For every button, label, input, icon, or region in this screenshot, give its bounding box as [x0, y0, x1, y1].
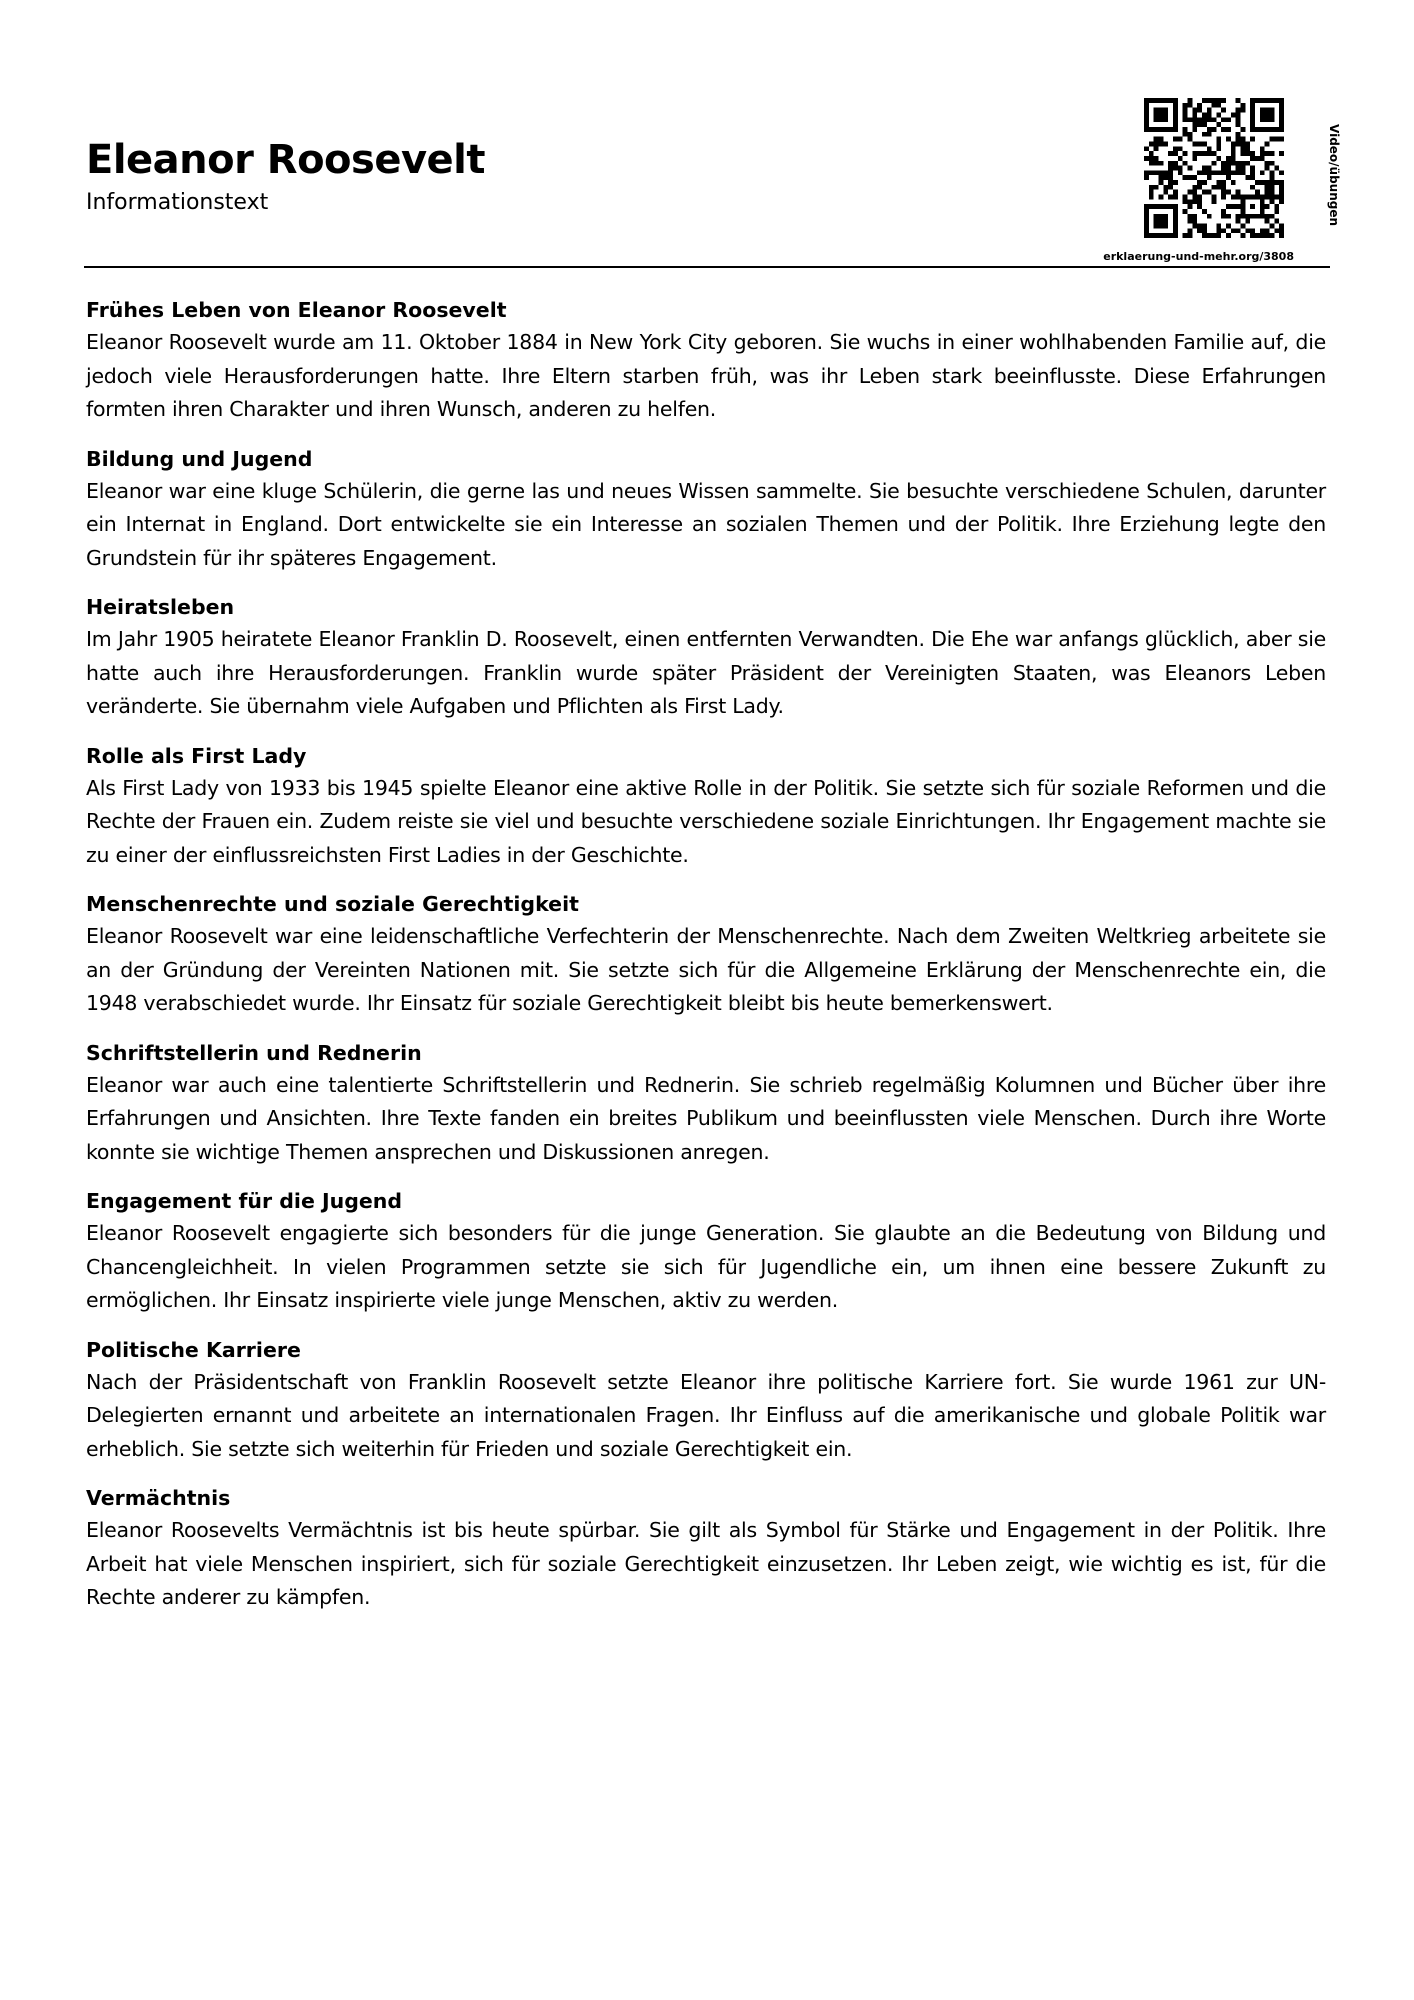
section-politische-karriere — [86, 1334, 1326, 1467]
qr-code-graphic — [1144, 98, 1284, 238]
page-title: Eleanor Roosevelt — [86, 137, 485, 183]
qr-code-icon[interactable] — [1144, 98, 1284, 238]
video-uebungen-label: Video/übungen — [1327, 124, 1341, 227]
section-body: Nach der Präsidentschaft von Franklin Roosevelt setzte Eleanor ihre politische Karriere fort. Sie wurde 1961 zur UN-Delegierten ernannt und arbeitete an internationalen Fragen. Ihr Einfluss auf die amerikanische und globale Politik war erheblich. Sie setzte sich weiterhin für Frieden und soziale Gerechtigkeit ein. — [86, 1369, 1326, 1461]
section-bildung-und-jugend — [86, 443, 1326, 576]
section-heading: Engagement für die Jugend — [86, 1189, 403, 1213]
section-heading: Bildung und Jugend — [86, 446, 313, 471]
section-heading: Rolle als First Lady — [86, 743, 307, 768]
section-body: Eleanor war eine kluge Schülerin, die gerne las und neues Wissen sammelte. Sie besuchte verschiedene Schulen, darunter ein Internat in England. Dort entwickelte sie ein Interesse an sozialen Themen und der Politik. Ihre Erziehung legte den Grundstein für ihr späteres Engagement. — [86, 478, 1326, 570]
section-body: Eleanor Roosevelts Vermächtnis ist bis heute spürbar. Sie gilt als Symbol für Stärke und Engagement in der Politik. Ihre Arbeit hat viele Menschen inspiriert, sich für soziale Gerechtigkeit einzusetzen. Ihr Leben zeigt, wie wichtig es ist, für die Rechte anderer zu kämpfen. — [86, 1518, 1326, 1609]
section-body: Eleanor Roosevelt war eine leidenschaftliche Verfechterin der Menschenrechte. Nach dem Zweiten Weltkrieg arbeitete sie an der Gründung der Vereinten Nationen mit. Sie setzte sich für die Allgemeine Erklärung der Menschenrechte ein, die 1948 verabschiedet wurde. Ihr Einsatz für soziale Gerechtigkeit bleibt bis heute bemerkenswert. — [86, 924, 1326, 1015]
section-fruehes-leben — [86, 294, 1326, 427]
section-menschenrechte — [86, 888, 1326, 1021]
section-rolle-als-first-lady — [86, 740, 1326, 873]
page-subtitle: Informationstext — [86, 190, 269, 215]
section-body: Eleanor Roosevelt engagierte sich besonders für die junge Generation. Sie glaubte an die Bedeutung von Bildung und Chancengleichheit. In vielen Programmen setzte sie sich für Jugendliche ein, um ihnen eine bessere Zukunft zu ermöglichen. Ihr Einsatz inspirierte viele junge Menschen, aktiv zu werden. — [86, 1221, 1326, 1312]
section-heading: Politische Karriere — [86, 1337, 301, 1362]
section-engagement-jugend — [86, 1185, 1326, 1318]
header-divider — [84, 266, 1330, 268]
section-body: Eleanor war auch eine talentierte Schriftstellerin und Rednerin. Sie schrieb regelmäßig Kolumnen und Bücher über ihre Erfahrungen und Ansichten. Ihre Texte fanden ein breites Publikum und beeinflussten viele Menschen. Durch ihre Worte konnte sie wichtige Themen ansprechen und Diskussionen anregen. — [86, 1072, 1326, 1164]
section-body: Eleanor Roosevelt wurde am 11. Oktober 1884 in New York City geboren. Sie wuchs in einer wohlhabenden Familie auf, die jedoch viele Herausforderungen hatte. Ihre Eltern starben früh, was ihr Leben stark beeinflusste. Diese Erfahrungen formten ihren Charakter und ihren Wunsch, anderen zu helfen. — [86, 330, 1326, 421]
section-heiratsleben — [86, 591, 1326, 724]
section-vermaechtnis — [86, 1482, 1326, 1615]
section-heading: Heiratsleben — [86, 595, 235, 619]
section-heading: Schriftstellerin und Rednerin — [86, 1040, 422, 1065]
source-url-link[interactable]: erklaerung-und-mehr.org/3808 — [1103, 250, 1294, 263]
section-body: Im Jahr 1905 heiratete Eleanor Franklin D. Roosevelt, einen entfernten Verwandten. Die Ehe war anfangs glücklich, aber sie hatte auch ihre Herausforderungen. Franklin wurde später Präsident der Vereinigten Staaten, was Eleanors Leben veränderte. Sie übernahm viele Aufgaben und Pflichten als First Lady. — [86, 627, 1326, 718]
section-heading: Frühes Leben von Eleanor Roosevelt — [86, 298, 507, 322]
section-schriftstellerin — [86, 1037, 1326, 1170]
section-body: Als First Lady von 1933 bis 1945 spielte Eleanor eine aktive Rolle in der Politik. Sie setzte sich für soziale Reformen und die Rechte der Frauen ein. Zudem reiste sie viel und besuchte verschiedene soziale Einrichtungen. Ihr Engagement machte sie zu einer der einflussreichsten First Ladies in der Geschichte. — [86, 775, 1326, 867]
section-heading: Menschenrechte und soziale Gerechtigkeit — [86, 892, 579, 916]
section-heading: Vermächtnis — [86, 1486, 231, 1510]
article-content — [86, 294, 1326, 1631]
